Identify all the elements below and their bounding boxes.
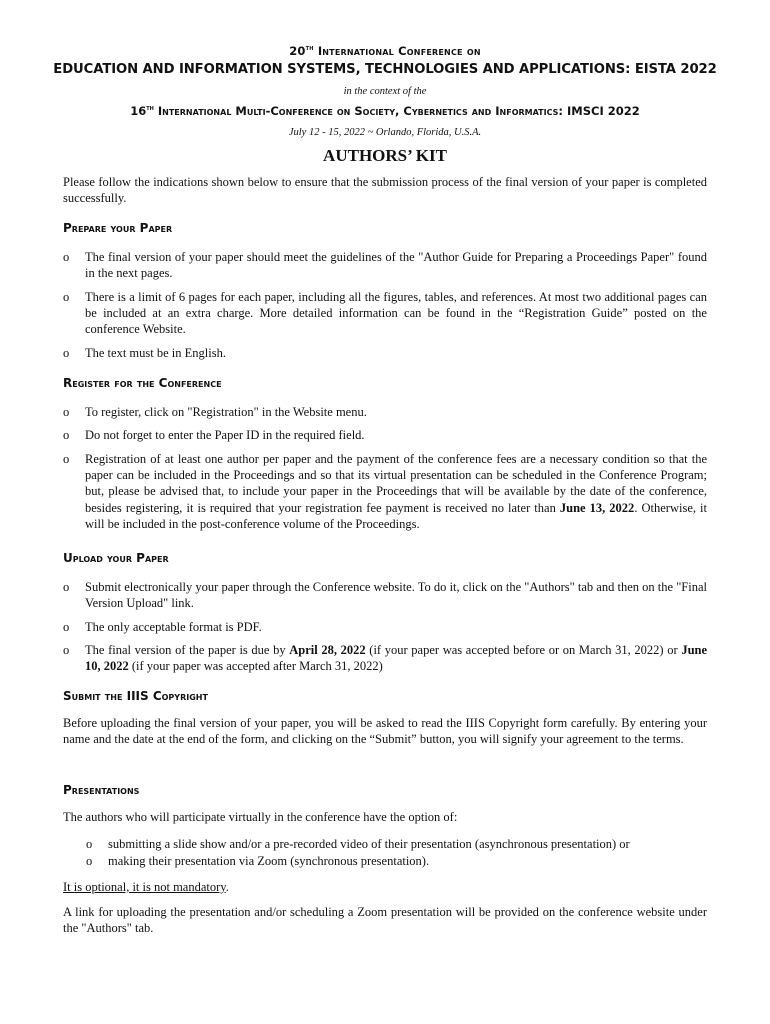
list-item xyxy=(63,289,707,338)
list-item-text: making their presentation via Zoom (synchronous presentation). xyxy=(108,854,430,868)
bullet-icon: o xyxy=(63,643,70,657)
list-item xyxy=(63,579,707,611)
context-line: in the context of the xyxy=(343,86,427,97)
list-item-text: The final version of your paper should meet the guidelines of the "Author Guide for Preparing a Proceedings Paper" found in the next pages. xyxy=(85,250,707,281)
due-date-early: April 28, 2022 xyxy=(289,643,366,657)
multi-conference-name: International Multi-Conference on Society, Cybernetics and Informatics: IMSCI 2022 xyxy=(153,104,640,118)
intro-paragraph: Please follow the indications shown below to ensure that the submission process of the final version of your paper is completed successfully. xyxy=(63,175,707,206)
page-title: AUTHORS’ KIT xyxy=(323,146,447,165)
list-item-text: Do not forget to enter the Paper ID in the required field. xyxy=(85,428,365,442)
section-heading-presentations: Presentations xyxy=(63,783,140,797)
date-location: July 12 - 15, 2022 ~ Orlando, Florida, U.S.A. xyxy=(288,127,482,138)
bullet-icon: o xyxy=(86,854,93,868)
list-item xyxy=(63,427,707,443)
bullet-icon: o xyxy=(63,452,70,466)
ordinal-suffix: th xyxy=(146,104,154,113)
due-date-late: June 10, 2022 xyxy=(85,643,708,674)
bullet-icon: o xyxy=(63,290,70,304)
due-text-end: (if your paper was accepted after March 31, 2022) xyxy=(128,659,383,674)
due-text-mid: (if your paper was accepted before or on March 31, 2022) or xyxy=(365,643,682,657)
list-item xyxy=(63,249,707,281)
ordinal-suffix: th xyxy=(305,44,314,53)
list-item xyxy=(86,836,707,852)
bullet-icon: o xyxy=(63,250,70,264)
registration-text: Registration of at least one author per paper and the payment of the conference fees are a necessary condition so that the paper can be included in the Proceedings and so that its virtual presentation can be scheduled in the Conference Program; but, please be advised that, to include your paper in the Proceedings that will be available by the date of the conference, besides registering, it is required that your registration fee payment is received no later than xyxy=(85,452,707,515)
list-item-text: The text must be in English. xyxy=(85,346,226,360)
list-item xyxy=(86,853,707,869)
list-item-text xyxy=(85,451,707,532)
list-item-text xyxy=(85,642,707,674)
list-item xyxy=(63,404,707,420)
list-item xyxy=(63,642,707,674)
list-item-text: There is a limit of 6 pages for each paper, including all the figures, tables, and references. At most two additional pages can be included at an extra charge. More detailed information can be found in the “Registration Guide” posted on the conference Website. xyxy=(85,290,707,337)
conference-name: EDUCATION AND INFORMATION SYSTEMS, TECHNOLOGIES AND APPLICATIONS: EISTA 2022 xyxy=(53,62,717,77)
registration-text-end: . Otherwise, it will be included in the post-conference volume of the Proceedings. xyxy=(85,500,707,531)
list-item-text: To register, click on "Registration" in the Website menu. xyxy=(85,405,367,419)
multi-conference-number: 16 xyxy=(130,104,147,118)
section-heading-upload: Upload your Paper xyxy=(63,551,169,565)
upload-link-paragraph: A link for uploading the presentation and/or scheduling a Zoom presentation will be provided on the conference website under the "Authors" tab. xyxy=(63,905,707,936)
bullet-icon: o xyxy=(86,837,93,851)
due-text: The final version of the paper is due by xyxy=(85,643,290,657)
bullet-icon: o xyxy=(63,620,70,634)
optional-note-end: . xyxy=(225,880,229,894)
list-item-text: Submit electronically your paper through the Conference website. To do it, click on the "Authors" tab and then on the "Final Version Upload" link. xyxy=(85,580,707,611)
section-heading-register: Register for the Conference xyxy=(63,376,222,390)
bullet-icon: o xyxy=(63,405,70,419)
conference-number-line xyxy=(0,44,770,58)
list-item-text: The only acceptable format is PDF. xyxy=(85,620,262,634)
multi-conference-line xyxy=(0,104,770,118)
list-item xyxy=(63,345,707,361)
conference-number: 20 xyxy=(289,44,306,58)
optional-note xyxy=(63,879,707,895)
presentations-intro: The authors who will participate virtually in the conference have the option of: xyxy=(63,810,458,824)
section-heading-prepare: Prepare your Paper xyxy=(63,221,173,235)
list-item xyxy=(63,619,707,635)
bullet-icon: o xyxy=(63,428,70,442)
bullet-icon: o xyxy=(63,346,70,360)
section-heading-copyright: Submit the IIIS Copyright xyxy=(63,689,208,703)
copyright-paragraph: Before uploading the final version of your paper, you will be asked to read the IIIS Copyright form carefully. By entering your name and the date at the end of the form, and clicking on the “Submit” button, you will signify your agreement to the terms. xyxy=(63,716,707,747)
list-item-text: submitting a slide show and/or a pre-recorded video of their presentation (asynchronous presentation) or xyxy=(108,837,630,851)
list-item xyxy=(63,451,707,532)
registration-deadline: June 13, 2022 xyxy=(559,500,635,515)
bullet-icon: o xyxy=(63,580,70,594)
conference-label: International Conference on xyxy=(313,44,481,58)
optional-note-underlined: It is optional, it is not mandatory xyxy=(63,880,226,894)
